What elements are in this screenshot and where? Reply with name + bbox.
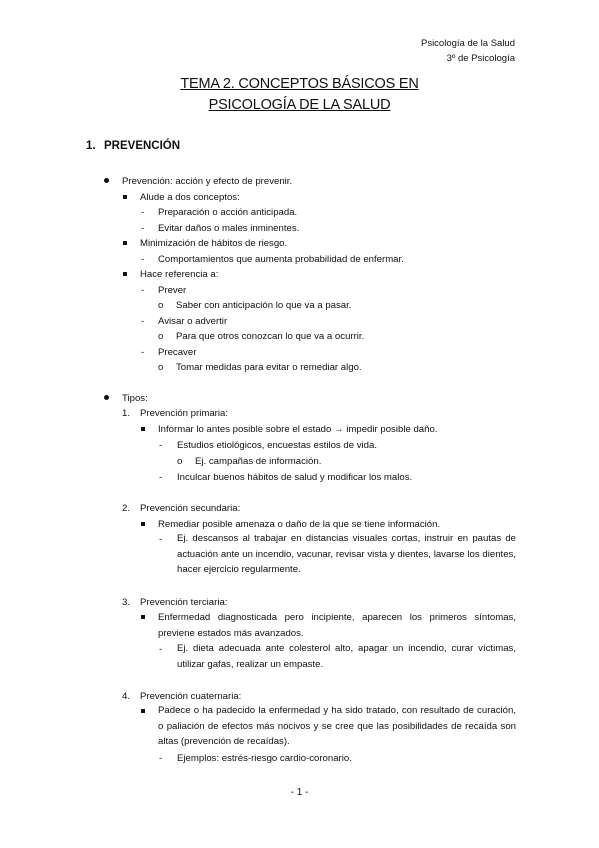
dash-marker: -	[141, 254, 145, 265]
circle-marker: o	[158, 362, 164, 373]
dash-marker: -	[159, 472, 163, 483]
bullet-square-icon	[141, 522, 145, 526]
section-number: 1.	[86, 140, 96, 152]
cuaternaria-title: Prevención cuaternaria:	[140, 691, 242, 702]
dash-marker: -	[159, 644, 163, 655]
cuaternaria-number: 4.	[122, 691, 131, 702]
alude-item-1: Preparación o acción anticipada.	[158, 207, 298, 218]
dash-marker: -	[159, 440, 163, 451]
right-arrow-icon: →	[334, 424, 344, 435]
terciaria-title: Prevención terciaria:	[140, 597, 228, 608]
definition-text: Prevención: acción y efecto de prevenir.	[122, 176, 293, 187]
dash-marker: -	[141, 347, 145, 358]
alude-item-2: Evitar daños o males inminentes.	[158, 223, 300, 234]
dash-marker: -	[141, 285, 145, 296]
terciaria-number: 3.	[122, 597, 131, 608]
circle-marker: o	[177, 456, 183, 467]
secundaria-number: 2.	[122, 503, 131, 514]
primaria-sub1: Estudios etiológicos, encuestas estilos de vida.	[177, 440, 377, 451]
bullet-square-icon	[141, 615, 145, 619]
section-title: PREVENCIÓN	[104, 140, 181, 152]
avisar-sub: Para que otros conozcan lo que va a ocurrir.	[176, 331, 365, 342]
circle-marker: o	[158, 300, 164, 311]
dash-marker: -	[159, 753, 163, 764]
primaria-bullet-post: impedir posible daño.	[346, 424, 438, 435]
primaria-number: 1.	[122, 408, 131, 419]
avisar-text: Avisar o advertir	[158, 316, 228, 327]
terciaria-bullet: Enfermedad diagnosticada pero incipiente, aparecen los primeros síntomas, previene estados más avanzados.	[158, 612, 516, 639]
primaria-bullet	[158, 423, 437, 436]
dash-marker: -	[159, 534, 163, 545]
circle-marker: o	[158, 331, 164, 342]
bullet-dot-icon	[104, 178, 109, 183]
dash-marker: -	[141, 207, 145, 218]
bullet-square-icon	[123, 195, 127, 199]
secundaria-bullet: Remediar posible amenaza o daño de la que se tiene información.	[158, 519, 441, 530]
precaver-sub: Tomar medidas para evitar o remediar algo.	[176, 362, 362, 373]
bullet-square-icon	[123, 241, 127, 245]
dash-marker: -	[141, 316, 145, 327]
primaria-bullet-pre: Informar lo antes posible sobre el estado	[158, 424, 332, 435]
bullet-dot-icon	[104, 395, 109, 400]
alude-text: Alude a dos conceptos:	[140, 192, 240, 203]
dash-marker: -	[141, 223, 145, 234]
header-year: 3º de Psicología	[446, 53, 515, 64]
cuaternaria-example: Ejemplos: estrés-riesgo cardio-coronario.	[177, 753, 352, 764]
secundaria-title: Prevención secundaria:	[140, 503, 241, 514]
prever-text: Prever	[158, 285, 187, 296]
page-title-line2: PSICOLOGÍA DE LA SALUD	[208, 97, 391, 113]
minimizacion-item: Comportamientos que aumenta probabilidad de enfermar.	[158, 254, 404, 265]
primaria-sub2: Inculcar buenos hábitos de salud y modificar los malos.	[177, 472, 413, 483]
terciaria-example: Ej. dieta adecuada ante colesterol alto, apagar un incendio, curar víctimas, utilizar gafas, realizar un empaste.	[177, 643, 516, 670]
bullet-square-icon	[123, 272, 127, 276]
bullet-square-icon	[141, 709, 145, 713]
cuaternaria-bullet: Padece o ha padecido la enfermedad y ha sido tratado, con resultado de curación, o paliación de efectos más nocivos y se cree que las posibilidades de recaída son altas (prevención de recaídas).	[158, 705, 516, 748]
header-course: Psicología de la Salud	[420, 38, 515, 49]
secundaria-example: Ej. descansos al trabajar en distancias visuales cortas, instruir en pautas de actuación ante un incendio, vacunar, revisar vista y dientes, lavarse los dientes, hacer ejercicio regularmente.	[177, 533, 516, 576]
section-heading	[86, 140, 180, 152]
page-number: - 1 -	[290, 787, 309, 798]
tipos-label: Tipos:	[122, 393, 148, 404]
page-title-line1: TEMA 2. CONCEPTOS BÁSICOS EN	[180, 76, 419, 92]
referencia-text: Hace referencia a:	[140, 269, 219, 280]
precaver-text: Precaver	[158, 347, 197, 358]
prever-sub: Saber con anticipación lo que va a pasar.	[176, 300, 352, 311]
primaria-sub1-sub: Ej. campañas de información.	[195, 456, 322, 467]
primaria-title: Prevención primaria:	[140, 408, 228, 419]
minimizacion-text: Minimización de hábitos de riesgo.	[140, 238, 288, 249]
bullet-square-icon	[141, 427, 145, 431]
